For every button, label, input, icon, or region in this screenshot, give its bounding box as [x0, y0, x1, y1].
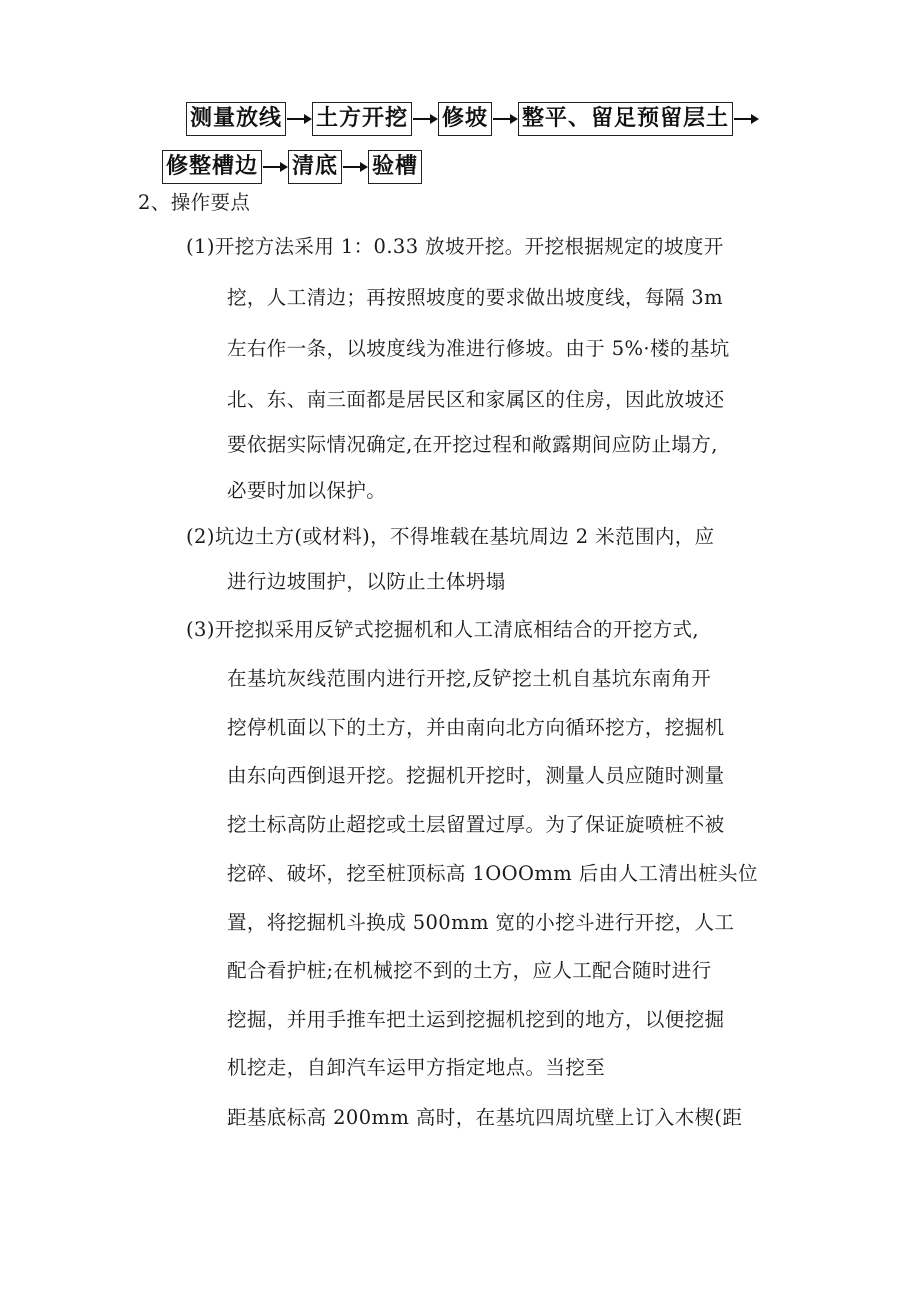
arrow-right-icon — [342, 160, 368, 174]
paragraph-3-line: 挖碎、破坏，挖至桩顶标高 1OOOmm 后由人工清出桩头位 — [227, 862, 758, 885]
paragraph-2-line: (2)坑边土方(或材料)，不得堆载在基坑周边 2 米范围内，应 — [186, 525, 715, 548]
flow-step-leveling: 整平、留足预留层土 — [518, 102, 733, 136]
flow-step-survey: 测量放线 — [186, 102, 286, 136]
arrow-right-icon — [733, 112, 759, 126]
paragraph-1-line: 必要时加以保护。 — [227, 479, 387, 502]
paragraph-1-line: 挖，人工清边；再按照坡度的要求做出坡度线，每隔 3m — [227, 286, 723, 309]
paragraph-3-line: 挖停机面以下的土方，并由南向北方向循环挖方，挖掘机 — [227, 716, 725, 739]
paragraph-1-line: 要依据实际情况确定,在开挖过程和敞露期间应防止塌方, — [227, 433, 718, 456]
paragraph-2-line: 进行边坡围护，以防止土体坍塌 — [227, 570, 506, 593]
paragraph-1-line: 北、东、南三面都是居民区和家属区的住房，因此放坡还 — [227, 388, 725, 411]
paragraph-3-line: (3)开挖拟采用反铲式挖掘机和人工清底相结合的开挖方式, — [186, 618, 700, 641]
paragraph-3-line: 在基坑灰线范围内进行开挖,反铲挖土机自基坑东南角开 — [227, 667, 712, 690]
flow-step-trench-edge: 修整槽边 — [162, 150, 262, 184]
paragraph-3-line: 距基底标高 200mm 高时，在基坑四周坑壁上订入木楔(距 — [227, 1106, 743, 1129]
arrow-right-icon — [492, 112, 518, 126]
paragraph-3-line: 挖掘，并用手推车把土运到挖掘机挖到的地方，以便挖掘 — [227, 1008, 725, 1031]
paragraph-1-line: (1)开挖方法采用 1：0.33 放坡开挖。开挖根据规定的坡度开 — [186, 235, 724, 258]
paragraph-1-line: 左右作一条，以坡度线为准进行修坡。由于 5%·楼的基坑 — [227, 337, 730, 360]
flowchart-row-2 — [162, 150, 422, 184]
flow-step-excavation: 土方开挖 — [312, 102, 412, 136]
flowchart-row-1 — [186, 102, 759, 136]
flow-step-inspection: 验槽 — [368, 150, 422, 184]
paragraph-3-line: 挖土标高防止超挖或土层留置过厚。为了保证旋喷桩不被 — [227, 813, 725, 836]
paragraph-3-line: 置，将挖掘机斗换成 500mm 宽的小挖斗进行开挖，人工 — [227, 911, 735, 934]
arrow-right-icon — [262, 160, 288, 174]
flow-step-clear-bottom: 清底 — [288, 150, 342, 184]
paragraph-3-line: 机挖走，自卸汽车运甲方指定地点。当挖至 — [227, 1056, 606, 1079]
paragraph-3-line: 由东向西倒退开挖。挖掘机开挖时，测量人员应随时测量 — [227, 764, 725, 787]
paragraph-3-line: 配合看护桩;在机械挖不到的土方，应人工配合随时进行 — [227, 959, 712, 982]
arrow-right-icon — [412, 112, 438, 126]
section-heading: 2、操作要点 — [138, 191, 251, 214]
arrow-right-icon — [286, 112, 312, 126]
flow-step-slope-trim: 修坡 — [438, 102, 492, 136]
